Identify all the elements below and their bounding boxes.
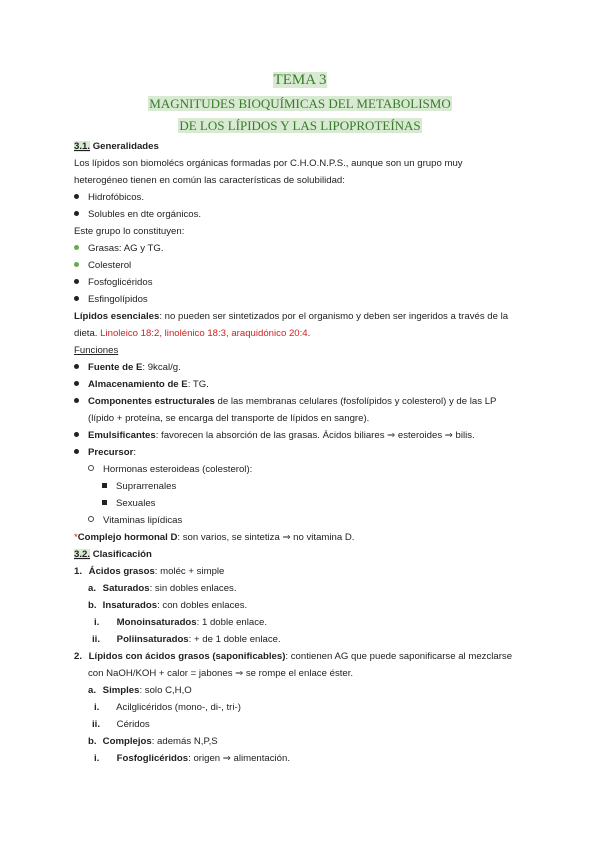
section-3-1-heading xyxy=(74,141,159,153)
item-label: Ácidos grasos xyxy=(88,566,155,577)
sub-sub-list-item xyxy=(102,481,176,493)
list-item-text: Colesterol xyxy=(88,260,132,271)
square-bullet-icon xyxy=(102,500,107,505)
item-text: : origen ⇒ alimentación. xyxy=(188,753,291,764)
list-item xyxy=(74,277,153,289)
list-item xyxy=(74,430,475,442)
complejo-text: : son varios, se sintetiza ⇒ no vitamina D. xyxy=(177,532,355,543)
bullet-icon xyxy=(74,432,79,437)
bullet-icon xyxy=(74,364,79,369)
item-text: : además N,P,S xyxy=(151,736,218,747)
item-number: 2. xyxy=(74,651,83,662)
clasif-item xyxy=(88,685,192,697)
list-item-text: Suprarrenales xyxy=(116,481,177,492)
list-item-text: Vitaminas lipídicas xyxy=(103,515,183,526)
square-bullet-icon xyxy=(102,483,107,488)
complejo-label: Complejo hormonal D xyxy=(77,532,178,543)
list-item-text: Fosfoglicéridos xyxy=(88,277,153,288)
esenciales-highlight: Linoleico 18:2, linolénico 18:3, araquidónico 20:4. xyxy=(100,328,311,339)
bullet-icon xyxy=(74,449,79,454)
clasif-item xyxy=(88,600,247,612)
bullet-icon xyxy=(74,194,79,199)
funciones-heading: Funciones xyxy=(74,345,119,356)
clasif-item xyxy=(88,736,218,748)
list-item xyxy=(74,260,131,272)
item-text: Céridos xyxy=(116,719,150,730)
esenciales-label: Lípidos esenciales xyxy=(74,311,160,322)
group-intro: Este grupo lo constituyen: xyxy=(74,226,185,237)
bullet-icon xyxy=(74,398,79,403)
list-item-text: : 9kcal/g. xyxy=(142,362,181,373)
item-roman: ii. xyxy=(92,634,100,645)
list-item xyxy=(74,243,164,255)
subtitle-line-1 xyxy=(0,96,600,112)
intro-line-1: Los lípidos son biomolécs orgánicas formadas por C.H.O.N.P.S., aunque son un grupo muy xyxy=(74,158,463,169)
list-item-label: Almacenamiento de E xyxy=(88,379,188,390)
subtitle-line-1-text: MAGNITUDES BIOQUÍMICAS DEL METABOLISMO xyxy=(149,96,451,111)
clasif-item xyxy=(74,651,512,663)
item-text: : moléc + simple xyxy=(154,566,225,577)
clasif-item xyxy=(94,753,290,765)
tema-title xyxy=(0,72,600,89)
sub-list-item xyxy=(88,464,252,476)
item-label: Poliinsaturados xyxy=(116,634,189,645)
bullet-icon xyxy=(74,296,79,301)
item-label: Fosfoglicéridos xyxy=(116,753,189,764)
esenciales-cont: dieta. xyxy=(74,328,101,339)
list-item-text: : xyxy=(133,447,136,458)
bullet-icon xyxy=(74,279,79,284)
bullet-icon xyxy=(74,262,79,267)
section-number: 3.1. xyxy=(74,141,91,152)
list-item-label: Precursor xyxy=(88,447,134,458)
bullet-icon xyxy=(74,245,79,250)
esenciales-line-1 xyxy=(74,311,508,323)
tema-title-text: TEMA 3 xyxy=(273,72,327,88)
list-item-label: Fuente de E xyxy=(88,362,143,373)
section-3-2-heading xyxy=(74,549,152,561)
list-item-text: Esfingolípidos xyxy=(88,294,148,305)
list-item xyxy=(74,396,496,408)
list-item-text: Hormonas esteroideas (colesterol): xyxy=(103,464,253,475)
item-roman: i. xyxy=(94,753,100,764)
esenciales-line-2 xyxy=(74,328,310,340)
clasif-item xyxy=(94,617,267,629)
item-text: : solo C,H,O xyxy=(139,685,192,696)
list-item-text: Sexuales xyxy=(116,498,156,509)
esenciales-text: : no pueden ser sintetizados por el organismo y deben ser ingeridos a través de la xyxy=(159,311,509,322)
asterisk: * xyxy=(74,532,78,543)
section-title: Clasificación xyxy=(92,549,152,560)
item-label: Simples xyxy=(102,685,140,696)
item-label: Lípidos con ácidos grasos (saponificables) xyxy=(88,651,286,662)
item-number: 1. xyxy=(74,566,83,577)
item-text: : sin dobles enlaces. xyxy=(149,583,237,594)
list-item-label: Emulsificantes xyxy=(88,430,156,441)
intro-line-2: heterogéneo tienen en común las características de solubilidad: xyxy=(74,175,345,186)
item-label: Complejos xyxy=(102,736,152,747)
bullet-icon xyxy=(74,211,79,216)
clasif-item xyxy=(92,634,281,646)
list-item-text: : favorecen la absorción de las grasas. Ácidos biliares ⇒ esteroides ⇒ bilis. xyxy=(155,430,475,441)
section-number: 3.2. xyxy=(74,549,91,560)
complejo-hormonal xyxy=(74,532,354,544)
ring-bullet-icon xyxy=(88,465,94,471)
item-roman: ii. xyxy=(92,719,100,730)
item-letter: a. xyxy=(88,583,97,594)
list-item xyxy=(74,209,201,221)
item-label: Monoinsaturados xyxy=(116,617,197,628)
item-roman: i. xyxy=(94,617,100,628)
item-label: Insaturados xyxy=(102,600,158,611)
item-roman: i. xyxy=(94,702,100,713)
sub-list-item xyxy=(88,515,182,527)
list-item xyxy=(74,379,209,391)
item-text: Acilglicéridos (mono-, di-, tri-) xyxy=(116,702,241,713)
ring-bullet-icon xyxy=(88,516,94,522)
item-letter: b. xyxy=(88,600,97,611)
list-item-continuation: (lípido + proteína, se encarga del transporte de lípidos en sangre). xyxy=(88,413,370,424)
clasif-item xyxy=(88,583,237,595)
item-text: : con dobles enlaces. xyxy=(157,600,248,611)
list-item xyxy=(74,294,148,306)
item-label: Saturados xyxy=(102,583,150,594)
list-item-text: de las membranas celulares (fosfolípidos y colesterol) y de las LP xyxy=(214,396,497,407)
list-item xyxy=(74,447,136,459)
clasif-item xyxy=(92,719,150,731)
item-letter: a. xyxy=(88,685,97,696)
sub-sub-list-item xyxy=(102,498,155,510)
item-letter: b. xyxy=(88,736,97,747)
subtitle-line-2-text: DE LOS LÍPIDOS Y LAS LIPOPROTEÍNAS xyxy=(179,118,421,133)
list-item-text: : TG. xyxy=(187,379,209,390)
list-item xyxy=(74,192,144,204)
item-text: : + de 1 doble enlace. xyxy=(188,634,281,645)
list-item-label: Componentes estructurales xyxy=(88,396,215,407)
list-item-text: Solubles en dte orgánicos. xyxy=(88,209,202,220)
list-item-text: Hidrofóbicos. xyxy=(88,192,144,203)
clasif-item xyxy=(74,566,224,578)
subtitle-line-2 xyxy=(0,118,600,134)
section-title: Generalidades xyxy=(92,141,159,152)
list-item xyxy=(74,362,181,374)
item-text: : 1 doble enlace. xyxy=(196,617,268,628)
bullet-icon xyxy=(74,381,79,386)
clasif-item xyxy=(94,702,241,714)
item-text: : contienen AG que puede saponificarse al mezclarse xyxy=(285,651,513,662)
list-item-text: Grasas: AG y TG. xyxy=(88,243,164,254)
clasif-item-continuation: con NaOH/KOH + calor = jabones ⇒ se rompe el enlace éster. xyxy=(88,668,354,679)
